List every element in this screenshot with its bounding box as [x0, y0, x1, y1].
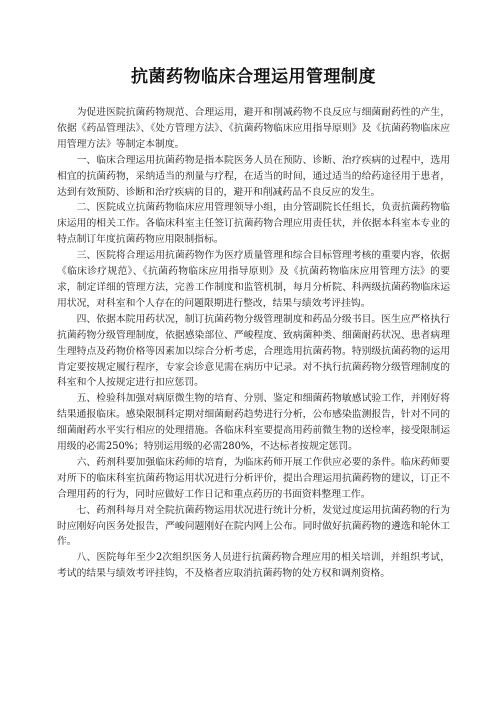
paragraph-intro: 为促进医院抗菌药物规范、合理运用，避开和削减药物不良反应与细菌耐药性的产生，依据《药品管理法》、《处方管理方法》、《抗菌药物临床应用指导原则》及《抗菌药物临床应用管理方法》等制定本制度。: [57, 107, 450, 150]
paragraph-4: 四、依据本院用药状况，制订抗菌药物分级管理制度和药品分级书目。医生应严格执行抗菌药物分级管理制度，依据感染部位、严峻程度、致病菌种类、细菌耐药状况、患者病理生理特点及药物价格等因素加以综合分析考虑，合理选用抗菌药物。特别级抗菌药物的运用肯定要按规定履行程序，专家会诊意见需在病历中记录。对不执行抗菌药物分级管理制度的科室和个人按规定进行扣应惩罚。: [57, 313, 450, 389]
document-title: 抗菌药物临床合理运用管理制度: [131, 67, 376, 87]
paragraph-8: 八、医院每年至少2次组织医务人员进行抗菌药物合理应用的相关培训，并组织考试，考试的结果与绩效考评挂钩，不及格者应取消抗菌药物的处方权和调剂资格。: [57, 552, 450, 580]
paragraph-2: 二、医院成立抗菌药物临床应用管理领导小组，由分管副院长任组长，负责抗菌药物临床运用的相关工作。各临床科室主任签订抗菌药物合理应用责任状，并依据本科室本专业的特点制订年度抗菌药物应用限制指标。: [57, 202, 450, 246]
paragraph-5: 五、检验科加强对病原微生物的培育、分别、鉴定和细菌药物敏感试验工作，并刚好将结果通报临床。感染限制科定期对细菌耐药趋势进行分析，公布感染监测报告，针对不同的细菌耐药水平实行相应的处理措施。各临床科室要提高用药前微生物的送检率，接受限制运用级的必需250%；特别运用级的必需280%，不达标者按规定惩罚。: [57, 393, 450, 453]
paragraph-7: 七、药剂科每月对全院抗菌药物运用状况进行统计分析，发觉过度运用抗菌药物的行为时应刚好向医务处报告，严峻问题刚好在院内网上公布。同时做好抗菌药物的遴选和轮休工作。: [57, 504, 450, 548]
paragraph-6: 六、药剂科要加强临床药师的培育，为临床药师开展工作供应必要的条件。临床药师要对所下的临床科室抗菌药物运用状况进行分析评价，提出合理运用抗菌药物的建议，订正不合理用药的行为，同时应做好工作日记和重点药历的书面资料整理工作。: [57, 456, 450, 500]
document-body: [57, 105, 450, 582]
paragraph-3: 三、医院将合理运用抗菌药物作为医疗质量管理和综合目标管理考核的重要内容，依据《临床诊疗规范》、《抗菌药物临床应用指导原则》及《抗菌药物临床应用管理方法》的要求，制定详细的管理方法，完善工作制度和监管机制，每月分析院、科两级抗菌药物临床运用状况，对科室和个人存在的问题限期进行整改，结果与绩效考评挂钩。: [57, 250, 450, 309]
paragraph-1: 一、临床合理运用抗菌药物是指本院医务人员在预防、诊断、治疗疾病的过程中，选用相宜的抗菌药物，采纳适当的剂量与疗程，在适当的时间，通过适当的给药途径用于患者，达到有效预防、诊断和治疗疾病的目的，避开和削减药品不良反应的发生。: [57, 154, 450, 198]
